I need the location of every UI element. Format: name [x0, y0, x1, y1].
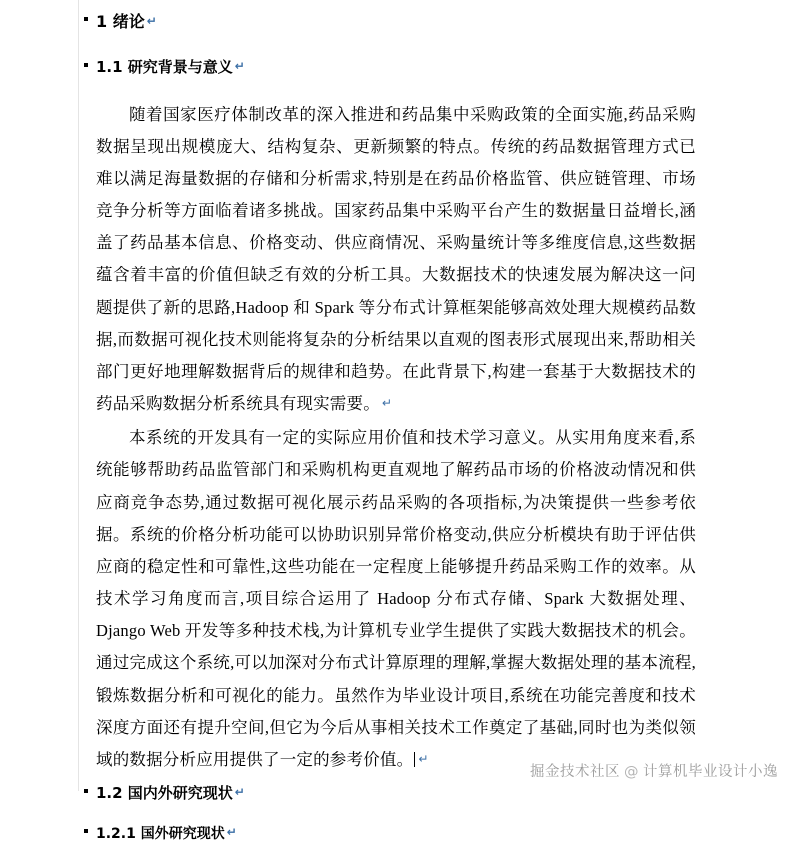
- heading-section-1-2: [96, 782, 696, 805]
- heading-section-1-1-text: 1.1 研究背景与意义: [96, 58, 233, 76]
- watermark-left-text: 掘金技术社区: [530, 764, 620, 780]
- heading-bullet-icon: [84, 829, 88, 833]
- watermark: [530, 760, 778, 781]
- watermark-separator: @: [624, 764, 639, 780]
- paragraph-mark-icon: ↵: [234, 785, 245, 800]
- paragraph-significance-text: 本系统的开发具有一定的实际应用价值和技术学习意义。从实用角度来看,系统能够帮助药品监管部门和采购机构更直观地了解药品市场的价格波动情况和供应商竞争态势,通过数据可视化展示药品采购的各项指标,为决策提供一些参考依据。系统的价格分析功能可以协助识别异常价格变动,供应分析模块有助于评估供应商的稳定性和可靠性,这些功能在一定程度上能够提升药品采购工作的效率。从技术学习角度而言,项目综合运用了 Hadoop 分布式存储、Spark 大数据处理、Django Web 开发等多种技术栈,为计算机专业学生提供了实践大数据技术的机会。通过完成这个系统,可以加深对分布式计算原理的理解,掌握大数据处理的基本流程,锻炼数据分析和可视化的能力。虽然作为毕业设计项目,系统在功能完善度和技术深度方面还有提升空间,但它为今后从事相关技术工作奠定了基础,同时也为类似领域的数据分析应用提供了一定的参考价值。: [96, 428, 696, 769]
- heading-chapter-1-text: 1 绪论: [96, 12, 145, 31]
- paragraph-background: [96, 99, 696, 421]
- paragraph-significance: [96, 422, 696, 776]
- paragraph-mark-icon: ↵: [234, 59, 245, 73]
- paragraph-mark-icon: ↵: [381, 396, 393, 411]
- document-body: [96, 10, 696, 853]
- paragraph-mark-icon: ↵: [418, 751, 429, 766]
- paragraph-mark-icon: ↵: [226, 824, 237, 839]
- page-left-margin-rule: [78, 0, 79, 791]
- paragraph-background-text: 随着国家医疗体制改革的深入推进和药品集中采购政策的全面实施,药品采购数据呈现出规模庞大、结构复杂、更新频繁的特点。传统的药品数据管理方式已难以满足海量数据的存储和分析需求,特别是在药品价格监管、供应链管理、市场竞争分析等方面临着诸多挑战。国家药品集中采购平台产生的数据量日益增长,涵盖了药品基本信息、价格变动、供应商情况、采购量统计等多维度信息,这些数据蕴含着丰富的价值但缺乏有效的分析工具。大数据技术的快速发展为解决这一问题提供了新的思路,Hadoop 和 Spark 等分布式计算框架能够高效处理大规模药品数据,而数据可视化技术则能将复杂的分析结果以直观的图表形式展现出来,帮助相关部门更好地理解数据背后的规律和趋势。在此背景下,构建一套基于大数据技术的药品采购数据分析系统具有现实需要。: [96, 104, 696, 414]
- heading-bullet-icon: [84, 17, 88, 21]
- watermark-right-text: 计算机毕业设计小逸: [643, 764, 778, 780]
- paragraph-mark-icon: ↵: [146, 14, 157, 28]
- heading-bullet-icon: [84, 63, 88, 67]
- heading-section-1-1: [96, 56, 696, 79]
- heading-section-1-2-1: [96, 823, 696, 845]
- heading-section-1-2-1-text: 1.2.1 国外研究现状: [96, 825, 225, 842]
- heading-chapter-1: [96, 10, 696, 34]
- heading-section-1-2-text: 1.2 国内外研究现状: [96, 784, 233, 803]
